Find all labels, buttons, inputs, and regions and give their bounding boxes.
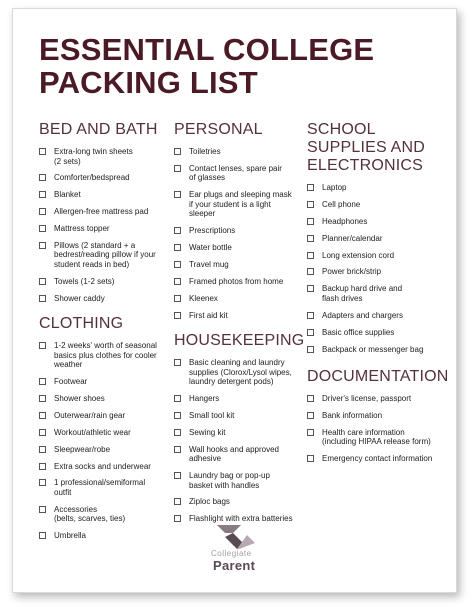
school-heading-line-2: SUPPLIES AND [307,139,426,156]
checklist-item [174,428,304,438]
checklist-item [174,226,304,236]
checkbox-icon[interactable] [174,278,181,285]
checklist-item-text: Small tool kit [189,410,235,420]
checklist-item [307,428,447,447]
section-heading-housekeeping: HOUSEKEEPING [174,332,305,350]
checklist-item-text: Sewing kit [189,427,226,437]
checkbox-icon[interactable] [174,191,181,198]
checklist-item [174,394,304,404]
checkbox-icon[interactable] [307,346,314,353]
checklist-item-text: Mattress topper [54,224,110,234]
checklist-item-text: Wall hooks and approved [189,444,279,454]
checklist-item [307,311,447,321]
section-heading-documentation: DOCUMENTATION [307,368,449,386]
checklist-item [174,358,304,387]
checkbox-icon[interactable] [174,412,181,419]
checkbox-icon[interactable] [174,295,181,302]
checklist-item-text: Towels (1-2 sets) [54,276,115,286]
checkbox-icon[interactable] [39,242,46,249]
checkbox-icon[interactable] [39,174,46,181]
checklist-item-text: Flashlight with extra batteries [189,514,293,524]
documentation-list [307,394,447,464]
checklist-item-text: Water bottle [189,243,232,253]
checklist-item-text: Adapters and chargers [322,310,403,320]
checkbox-icon[interactable] [174,261,181,268]
housekeeping-list [174,358,304,524]
checkbox-icon[interactable] [39,412,46,419]
checklist-item-text: Health care information [322,427,405,437]
logo-text-parent: Parent [213,558,256,573]
checklist-item [39,241,169,270]
checklist-item [174,311,304,321]
checklist-item [39,394,169,404]
checklist-item [39,478,169,497]
logo-text-collegiate: Collegiate [211,549,252,558]
checklist-item-text: Backup hard drive and [322,284,403,294]
section-heading-personal: PERSONAL [174,121,263,138]
checkbox-icon[interactable] [174,359,181,366]
checklist-item-text: Contact lenses, spare pair [189,163,282,173]
checklist-item [174,497,304,507]
checklist-item-text: Cell phone [322,199,361,209]
checkbox-icon[interactable] [174,515,181,522]
checklist-item [39,445,169,455]
checklist-item-text: (including HIPAA release form) [322,437,431,447]
checkbox-icon[interactable] [307,455,314,462]
school-supplies-list [307,183,447,354]
checklist-item [307,454,447,464]
checklist-item-text: Allergen-free mattress pad [54,207,149,217]
checklist-item-text: Travel mug [189,259,229,269]
checklist-item [307,183,447,193]
checklist-item-text: Ear plugs and sleeping mask [189,190,292,200]
checkbox-icon[interactable] [39,532,46,539]
column-middle [174,121,304,531]
checklist-item-text: Emergency contact information [322,454,433,464]
checklist-item-text: Blanket [54,190,81,200]
checklist-item-text: Pillows (2 standard + a [54,240,136,250]
title-line-1: ESSENTIAL COLLEGE [39,32,375,67]
checkbox-icon[interactable] [174,446,181,453]
checklist-item [39,173,169,183]
checklist-item-text: Headphones [322,216,368,226]
checkbox-icon[interactable] [307,201,314,208]
checklist-item-text: Long extension cord [322,250,395,260]
clothing-list [39,341,169,541]
checkbox-icon[interactable] [174,312,181,319]
checkbox-icon[interactable] [307,395,314,402]
checklist-item [307,217,447,227]
checklist-item-text: Kleenex [189,293,218,303]
checklist-item [307,284,447,303]
bed-and-bath-list [39,147,169,303]
checkbox-icon[interactable] [39,446,46,453]
school-heading-line-3: ELECTRONICS [307,157,423,174]
page-title [39,33,439,99]
checkbox-icon[interactable] [39,378,46,385]
checklist-item [307,267,447,277]
checklist-item [174,260,304,270]
checklist-item-text: Laundry bag or pop-up [189,471,270,481]
checklist-item-text: Laptop [322,183,347,192]
checkbox-icon[interactable] [307,285,314,292]
checklist-item [39,341,169,370]
checklist-item [174,277,304,287]
personal-list [174,147,304,320]
checklist-item [174,243,304,253]
checkbox-icon[interactable] [307,429,314,436]
checkbox-icon[interactable] [39,148,46,155]
checkbox-icon[interactable] [39,191,46,198]
checklist-item-text: bedrest/reading pillow if your [54,250,156,260]
checklist-item [39,190,169,200]
checkbox-icon[interactable] [39,208,46,215]
checklist-item [39,294,169,304]
checklist-item [39,428,169,438]
checklist-item [39,277,169,287]
checklist-item [174,445,304,464]
checklist-item-text: of glasses [189,173,226,183]
column-left [39,121,169,548]
checkbox-icon[interactable] [174,227,181,234]
checklist-item [174,164,304,183]
checkbox-icon[interactable] [39,295,46,302]
checklist-item-text: basket with handles [189,480,260,490]
checklist-item [39,147,169,166]
checklist-item-text: Extra socks and underwear [54,461,151,471]
checkbox-icon[interactable] [307,412,314,419]
checklist-item-text: outfit [54,487,72,497]
checklist-item-text: weather [54,360,83,370]
checklist-item-text: Sleepwear/robe [54,444,111,454]
checklist-item [39,224,169,234]
checklist-item [307,328,447,338]
checklist-item-text: Framed photos from home [189,276,284,286]
column-right [307,121,447,471]
checklist-item [174,147,304,157]
checklist-item-text: Planner/calendar [322,233,383,243]
checklist-item-text: Comforter/bedspread [54,173,130,183]
checkbox-icon[interactable] [307,312,314,319]
checklist-item [39,377,169,387]
checkbox-icon[interactable] [307,184,314,191]
checkbox-icon[interactable] [174,244,181,251]
checklist-item [307,200,447,210]
checkbox-icon[interactable] [39,395,46,402]
checklist-item-text: 1 professional/semiformal [54,478,146,488]
checklist-item [174,411,304,421]
checklist-item [307,345,447,355]
checkbox-icon[interactable] [174,165,181,172]
checklist-item-text: Umbrella [54,531,87,541]
checkbox-icon[interactable] [174,498,181,505]
checklist-item-text: if your student is a light [189,199,271,209]
checklist-item-text: Ziploc bags [189,497,230,507]
checklist-item-text: Prescriptions [189,226,236,236]
checkbox-icon[interactable] [307,268,314,275]
checkbox-icon[interactable] [39,479,46,486]
checklist-item-text: supplies (Clorox/Lysol wipes, [189,367,292,377]
checkbox-icon[interactable] [174,148,181,155]
checklist-item-text: Hangers [189,394,220,404]
checkbox-icon[interactable] [39,506,46,513]
section-heading-clothing: CLOTHING [39,315,124,333]
checklist-item-text: Footwear [54,377,88,387]
checkbox-icon[interactable] [174,429,181,436]
checklist-item-text: Shower caddy [54,293,105,303]
checklist-item-text: Basic cleaning and laundry [189,358,285,368]
checkbox-icon[interactable] [39,278,46,285]
checklist-item-text: sleeper [189,209,216,219]
checkbox-icon[interactable] [174,472,181,479]
checkbox-icon[interactable] [39,342,46,349]
checklist-item-text: basics plus clothes for cooler [54,350,157,360]
checklist-item-text: Driver's license, passport [322,394,412,404]
checkbox-icon[interactable] [307,218,314,225]
checklist-item-text: First aid kit [189,310,228,320]
checkbox-icon[interactable] [174,395,181,402]
school-heading-line-1: SCHOOL [307,121,376,138]
checkbox-icon[interactable] [307,235,314,242]
checklist-item-text: flash drives [322,293,363,303]
checklist-item-text: 1-2 weeks' worth of seasonal [54,341,157,351]
checklist-item-text: student reads in bed) [54,259,130,269]
checklist-item-text: Extra-long twin sheets [54,147,133,156]
checkbox-icon[interactable] [39,429,46,436]
checkbox-icon[interactable] [39,463,46,470]
checklist-item [39,505,169,524]
checklist-item-text: Basic office supplies [322,327,395,337]
checklist-item [39,411,169,421]
checklist-item-text: Power brick/strip [322,267,382,277]
checklist-item-text: (belts, scarves, ties) [54,514,126,524]
checklist-item-text: Backpack or messenger bag [322,344,424,354]
checklist-item-text: Shower shoes [54,394,105,404]
section-heading-bed-and-bath: BED AND BATH [39,121,158,138]
checklist-item-text: Toiletries [189,147,221,156]
checklist-item [174,294,304,304]
checklist-item [39,531,169,541]
checklist-item-text: Bank information [322,410,383,420]
checklist-item [39,462,169,472]
checklist-item-text: laundry detergent pods) [189,377,274,387]
checklist-item-text: Outerwear/rain gear [54,410,126,420]
section-heading-school-supplies [307,121,447,175]
title-line-2: PACKING LIST [39,65,258,100]
checklist-item [307,251,447,261]
checklist-item-text: Workout/athletic wear [54,427,131,437]
checkbox-icon[interactable] [307,252,314,259]
checklist-item-text: adhesive [189,454,222,464]
checklist-item [174,190,304,219]
checklist-item [307,411,447,421]
checklist-item [39,207,169,217]
checkbox-icon[interactable] [39,225,46,232]
checklist-item-text: Accessories [54,504,98,514]
checklist-item [307,234,447,244]
checklist-item [307,394,447,404]
checklist-item [174,471,304,490]
checkbox-icon[interactable] [307,329,314,336]
checklist-item-text: (2 sets) [54,156,81,166]
